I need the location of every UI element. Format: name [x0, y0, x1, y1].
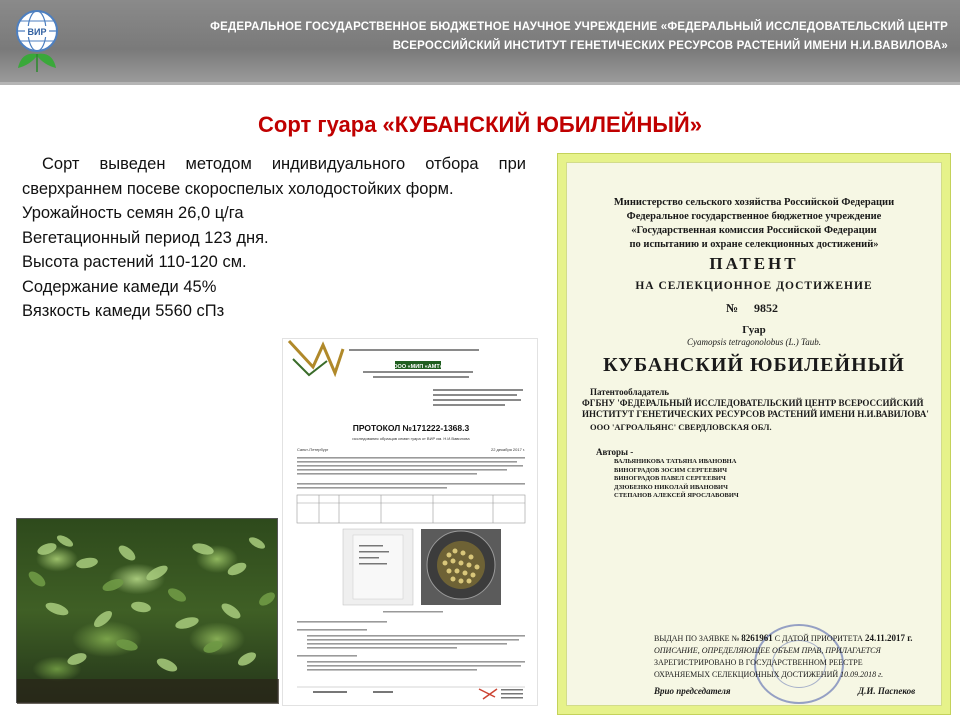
- plant-foliage: [17, 519, 279, 704]
- patent-latin-name: Cyamopsis tetragonolobus (L.) Taub.: [687, 337, 821, 347]
- description-vegetation: Вегетационный период 123 дня.: [22, 228, 269, 247]
- patent-authors-list: [614, 458, 739, 501]
- patent-number-sign: №: [726, 301, 739, 315]
- protocol-logo-icon: [289, 341, 343, 373]
- header-divider: [0, 82, 960, 85]
- patent-registered: ЗАРЕГИСТРИРОВАНО В ГОСУДАРСТВЕННОМ РЕЕСТРЕ: [654, 658, 863, 667]
- header-org-line2: ВСЕРОССИЙСКИЙ ИНСТИТУТ ГЕНЕТИЧЕСКИХ РЕСУРСОВ РАСТЕНИЙ ИМЕНИ Н.И.ВАВИЛОВА»: [392, 40, 948, 52]
- header-org-name: [88, 18, 948, 56]
- description-height: Высота растений 110-120 см.: [22, 253, 247, 271]
- vir-globe-logo-icon: [14, 8, 60, 74]
- patent-author: ДЗЮБЕНКО НИКОЛАЙ ИВАНОВИЧ: [614, 483, 728, 491]
- patent-registered-date: 10.09.2018 г.: [840, 670, 884, 679]
- patent-subheading: НА СЕЛЕКЦИОННОЕ ДОСТИЖЕНИЕ: [635, 280, 873, 292]
- patent-commission: «Государственная комиссия Российской Федерации: [631, 225, 877, 236]
- page-title: Сорт гуара «КУБАНСКИЙ ЮБИЛЕЙНЫЙ»: [258, 112, 702, 137]
- protocol-page: [283, 339, 539, 707]
- patent-ministry: Министерство сельского хозяйства Российской Федерации: [613, 197, 895, 208]
- patent-priority-date: 24.11.2017 г.: [864, 633, 913, 643]
- patent-priority-label: С ДАТОЙ ПРИОРИТЕТА: [774, 634, 863, 643]
- patent-issuer: [558, 196, 950, 252]
- protocol-date: 22 декабря 2017 г.: [490, 447, 525, 452]
- patent-author: СТЕПАНОВ АЛЕКСЕЙ ЯРОСЛАВОВИЧ: [614, 492, 739, 499]
- patent-authors-label: Авторы -: [596, 447, 634, 457]
- description-intro: Сорт выведен методом индивидуального отбора при сверхраннем посеве скороспелых холодостойких форм.: [22, 155, 526, 198]
- patent-crop: Гуар: [742, 324, 766, 336]
- patent-holder: ФГБНУ 'ФЕДЕРАЛЬНЫЙ ИССЛЕДОВАТЕЛЬСКИЙ ЦЕНТР ВСЕРОССИЙСКИЙ ИНСТИТУТ ГЕНЕТИЧЕСКИХ РЕСУРСОВ РАСТЕНИЙ ИМЕНИ Н.И.ВАВИЛОВА': [582, 398, 929, 419]
- protocol-company: ООО «МИП «АМТ»: [393, 364, 443, 370]
- protocol-city: Санкт-Петербург: [297, 447, 329, 452]
- description-yield: Урожайность семян 26,0 ц/га: [22, 204, 244, 222]
- patent-registration: [654, 632, 944, 681]
- patent-institution: Федеральное государственное бюджетное учреждение: [626, 211, 882, 222]
- patent-description-note: ОПИСАНИЕ, ОПРЕДЕЛЯЮЩЕЕ ОБЪЕМ ПРАВ, ПРИЛАГАЕТСЯ: [654, 646, 881, 655]
- description-gum-viscosity: Вязкость камеди 5560 сПз: [22, 302, 225, 320]
- variety-description: [22, 152, 526, 324]
- patent-commission2: по испытанию и охране селекционных достижений»: [629, 239, 879, 250]
- header-banner: [0, 0, 960, 82]
- patent-heading: ПАТЕНТ: [709, 254, 799, 273]
- patent-signer-title: Врио председателя: [654, 686, 731, 696]
- guar-plants-photo: [16, 518, 278, 703]
- patent-variety-name: КУБАНСКИЙ ЮБИЛЕЙНЫЙ: [603, 354, 905, 376]
- protocol-subtitle: исследования образцов семян гуара от ВИР им. Н.И.Вавилова: [352, 436, 470, 441]
- protocol-title: ПРОТОКОЛ №171222-1368.3: [352, 423, 470, 433]
- patent-holder-label: Патентообладатель: [590, 387, 670, 397]
- patent-author: ВИНОГРАДОВ ПАВЕЛ СЕРГЕЕВИЧ: [614, 475, 726, 482]
- patent-author: ВИНОГРАДОВ ЗОСИМ СЕРГЕЕВИЧ: [614, 466, 728, 474]
- header-org-line1: ФЕДЕРАЛЬНОЕ ГОСУДАРСТВЕННОЕ БЮДЖЕТНОЕ НАУЧНОЕ УЧРЕЖДЕНИЕ «ФЕДЕРАЛЬНЫЙ ИССЛЕДОВАТЕЛЬСКИЙ ЦЕНТР: [210, 21, 948, 33]
- patent-certificate: [557, 153, 951, 715]
- logo-text: ВИР: [27, 27, 47, 37]
- patent-number: 9852: [754, 301, 778, 315]
- patent-application-number: 8261961: [741, 633, 773, 643]
- patent-application-label: ВЫДАН ПО ЗАЯВКЕ №: [654, 634, 740, 643]
- protocol-document-image: [282, 338, 538, 706]
- patent-author: ВАЛЬЯНИКОВА ТАТЬЯНА ИВАНОВНА: [614, 458, 737, 465]
- description-gum-content: Содержание камеди 45%: [22, 277, 217, 296]
- patent-signer-name: Д.И. Паспеков: [858, 686, 916, 696]
- patent-holder2: ООО 'АГРОАЛЬЯНС' СВЕРДЛОВСКАЯ ОБЛ.: [590, 422, 772, 432]
- patent-registered2: ОХРАНЯЕМЫХ СЕЛЕКЦИОННЫХ ДОСТИЖЕНИЙ: [654, 670, 839, 679]
